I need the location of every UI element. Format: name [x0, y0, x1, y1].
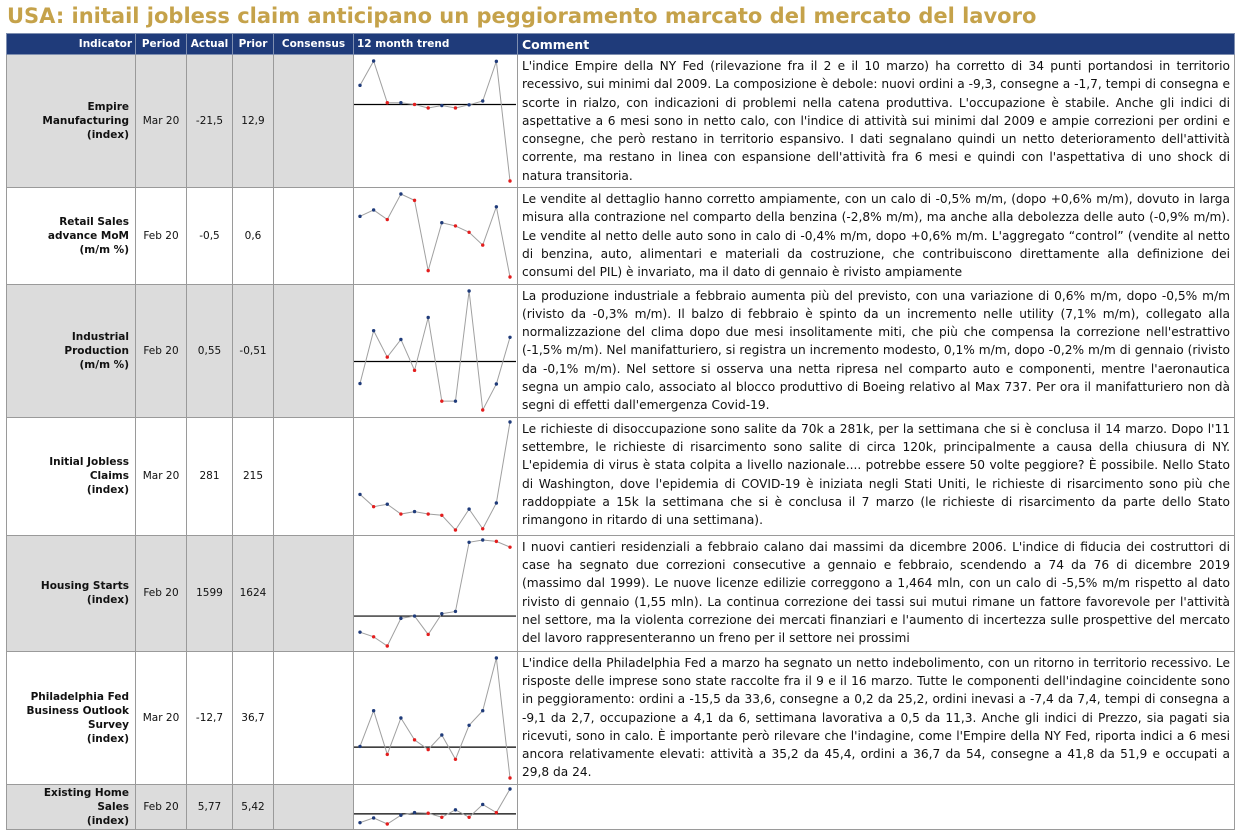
- sparkline-point: [508, 546, 511, 549]
- sparkline-point: [467, 103, 470, 106]
- header-period: Period: [136, 34, 187, 55]
- header-actual: Actual: [187, 34, 233, 55]
- header-indicator: Indicator: [7, 34, 136, 55]
- table-row: [7, 535, 1235, 651]
- sparkline-point: [454, 528, 457, 531]
- sparkline-chart: [354, 190, 516, 281]
- sparkline-point: [508, 336, 511, 339]
- sparkline-point: [454, 610, 457, 613]
- trend-cell: [354, 284, 518, 417]
- sparkline-chart: [354, 654, 516, 782]
- table-row: [7, 651, 1235, 784]
- indicator-table: [6, 33, 1235, 830]
- prior-cell: 1624: [233, 535, 274, 651]
- consensus-cell: [274, 651, 354, 784]
- sparkline-line: [360, 658, 510, 778]
- sparkline-point: [413, 369, 416, 372]
- prior-cell: 5,42: [233, 784, 274, 829]
- sparkline-point: [399, 338, 402, 341]
- sparkline-point: [426, 512, 429, 515]
- sparkline-point: [358, 744, 361, 747]
- sparkline-point: [454, 225, 457, 228]
- trend-cell: [354, 417, 518, 535]
- consensus-cell: [274, 784, 354, 829]
- prior-cell: 0,6: [233, 188, 274, 284]
- sparkline-point: [481, 408, 484, 411]
- sparkline-point: [481, 803, 484, 806]
- actual-cell: 1599: [187, 535, 233, 651]
- sparkline-chart: [354, 418, 516, 534]
- actual-cell: -12,7: [187, 651, 233, 784]
- sparkline-point: [372, 816, 375, 819]
- actual-cell: -0,5: [187, 188, 233, 284]
- sparkline-point: [399, 512, 402, 515]
- sparkline-line: [360, 194, 510, 277]
- indicator-name: Existing Home Sales (index): [7, 784, 136, 829]
- sparkline-point: [508, 788, 511, 791]
- actual-cell: 5,77: [187, 784, 233, 829]
- sparkline-point: [358, 84, 361, 87]
- period-cell: Mar 20: [136, 55, 187, 188]
- sparkline-point: [372, 635, 375, 638]
- trend-cell: [354, 55, 518, 188]
- sparkline-point: [372, 209, 375, 212]
- sparkline-point: [426, 316, 429, 319]
- table-row: [7, 188, 1235, 284]
- sparkline-line: [360, 789, 510, 824]
- consensus-cell: [274, 535, 354, 651]
- sparkline-point: [440, 221, 443, 224]
- header-consensus: Consensus: [274, 34, 354, 55]
- sparkline-point: [495, 501, 498, 504]
- sparkline-point: [426, 269, 429, 272]
- prior-cell: 36,7: [233, 651, 274, 784]
- header-prior: Prior: [233, 34, 274, 55]
- comment-cell: L'indice della Philadelphia Fed a marzo ha segnato un netto indebolimento, con un ritorno in territorio recessivo. Le risposte delle imprese sono state raccolte fra il 9 e il 16 marzo. Tutte le componenti dell'indagine coincidente sono in peggioramento: ordini a -15,5 da 33,6, consegne a 0,2 da 25,2, ordini inevasi a -7,4 da 7,4, tempi di consegna a -9,1 da 2,7, occupazione a 4,1 da 6, settimana lavorativa a 0,5 da 11,3. Anche gli indici di Prezzo, sia pagati sia ricevuti, sono in calo. È importante però rilevare che l'indagine, come l'Empire della NY Fed, riporta indici a 6 mesi ancora relativamente elevati: attività a 35,2 da 45,4, ordini a 36,7 da 54, consegne a 41,8 da 51,9 e occupati a 29,8 da 24.: [518, 651, 1235, 784]
- sparkline-point: [399, 617, 402, 620]
- actual-cell: -21,5: [187, 55, 233, 188]
- sparkline-point: [495, 205, 498, 208]
- sparkline-point: [508, 420, 511, 423]
- sparkline-point: [386, 823, 389, 826]
- sparkline-line: [360, 291, 510, 410]
- sparkline-point: [440, 733, 443, 736]
- table-row: [7, 284, 1235, 417]
- sparkline-chart: [354, 785, 516, 828]
- sparkline-point: [454, 106, 457, 109]
- sparkline-point: [413, 811, 416, 814]
- prior-cell: 12,9: [233, 55, 274, 188]
- sparkline-point: [467, 508, 470, 511]
- sparkline-point: [467, 541, 470, 544]
- sparkline-point: [481, 244, 484, 247]
- sparkline-point: [495, 656, 498, 659]
- sparkline-point: [372, 59, 375, 62]
- sparkline-point: [495, 811, 498, 814]
- prior-cell: -0,51: [233, 284, 274, 417]
- sparkline-point: [386, 101, 389, 104]
- period-cell: Feb 20: [136, 284, 187, 417]
- trend-cell: [354, 188, 518, 284]
- sparkline-point: [495, 60, 498, 63]
- sparkline-point: [454, 757, 457, 760]
- sparkline-point: [440, 400, 443, 403]
- sparkline-line: [360, 422, 510, 530]
- sparkline-point: [386, 752, 389, 755]
- sparkline-point: [467, 816, 470, 819]
- sparkline-point: [426, 748, 429, 751]
- sparkline-point: [440, 816, 443, 819]
- indicator-name: Industrial Production (m/m %): [7, 284, 136, 417]
- sparkline-point: [481, 99, 484, 102]
- sparkline-point: [454, 400, 457, 403]
- sparkline-point: [413, 614, 416, 617]
- sparkline-point: [372, 329, 375, 332]
- table-row: [7, 784, 1235, 829]
- sparkline-point: [386, 356, 389, 359]
- consensus-cell: [274, 55, 354, 188]
- sparkline-point: [399, 716, 402, 719]
- sparkline-point: [358, 382, 361, 385]
- sparkline-chart: [354, 536, 516, 650]
- sparkline-point: [426, 633, 429, 636]
- period-cell: Feb 20: [136, 188, 187, 284]
- sparkline-point: [413, 199, 416, 202]
- table-row: [7, 55, 1235, 188]
- sparkline-point: [426, 812, 429, 815]
- sparkline-point: [372, 709, 375, 712]
- indicator-name: Retail Sales advance MoM (m/m %): [7, 188, 136, 284]
- sparkline-point: [399, 814, 402, 817]
- sparkline-point: [372, 505, 375, 508]
- actual-cell: 281: [187, 417, 233, 535]
- table-row: [7, 417, 1235, 535]
- sparkline-point: [399, 193, 402, 196]
- sparkline-point: [495, 540, 498, 543]
- sparkline-line: [360, 540, 510, 646]
- sparkline-point: [358, 631, 361, 634]
- period-cell: Feb 20: [136, 535, 187, 651]
- period-cell: Mar 20: [136, 651, 187, 784]
- sparkline-point: [481, 709, 484, 712]
- trend-cell: [354, 535, 518, 651]
- indicator-name: Philadelphia Fed Business Outlook Survey (index): [7, 651, 136, 784]
- header-comment: Comment: [518, 34, 1235, 55]
- sparkline-point: [358, 493, 361, 496]
- indicator-name: Initial Jobless Claims (index): [7, 417, 136, 535]
- sparkline-point: [413, 510, 416, 513]
- sparkline-point: [481, 527, 484, 530]
- sparkline-point: [386, 503, 389, 506]
- consensus-cell: [274, 188, 354, 284]
- sparkline-point: [358, 821, 361, 824]
- actual-cell: 0,55: [187, 284, 233, 417]
- sparkline-point: [440, 104, 443, 107]
- sparkline-point: [413, 103, 416, 106]
- sparkline-chart: [354, 287, 516, 414]
- sparkline-point: [508, 179, 511, 182]
- sparkline-point: [386, 218, 389, 221]
- sparkline-point: [467, 231, 470, 234]
- prior-cell: 215: [233, 417, 274, 535]
- header-trend: 12 month trend: [354, 34, 518, 55]
- sparkline-point: [413, 738, 416, 741]
- consensus-cell: [274, 284, 354, 417]
- sparkline-point: [508, 276, 511, 279]
- sparkline-point: [495, 382, 498, 385]
- consensus-cell: [274, 417, 354, 535]
- sparkline-point: [454, 808, 457, 811]
- sparkline-point: [440, 514, 443, 517]
- sparkline-point: [467, 289, 470, 292]
- sparkline-point: [358, 215, 361, 218]
- sparkline-point: [399, 101, 402, 104]
- trend-cell: [354, 651, 518, 784]
- sparkline-line: [360, 61, 510, 181]
- indicator-name: Empire Manufacturing (index): [7, 55, 136, 188]
- sparkline-point: [508, 776, 511, 779]
- period-cell: Mar 20: [136, 417, 187, 535]
- table-header-row: [7, 34, 1235, 55]
- period-cell: Feb 20: [136, 784, 187, 829]
- comment-cell: I nuovi cantieri residenziali a febbraio calano dai massimi da dicembre 2006. L'indice di fiducia dei costruttori di case ha segnato due correzioni consecutive a gennaio e febbraio, scendendo a 74 da 76 di dicembre 2019 (massimo dal 1999). Le nuove licenze edilizie correggono a 1,464 mln, con un calo di -5,5% m/m rispetto al dato rivisto di gennaio (1,55 mln). La continua correzione dei tassi sui mutui rimane un fattore favorevole per l'attività nel settore, ma la violenta correzione dei mercati finanziari e l'aumento di incertezza sulle prospettive del mercato del lavoro rappresenteranno un freno per il settore nei prossimi: [518, 535, 1235, 651]
- comment-cell: La produzione industriale a febbraio aumenta più del previsto, con una variazione di 0,6% m/m, dopo -0,5% m/m (rivisto da -0,3% m/m). Il balzo di febbraio è spinto da un incremento nelle utility (7,1% m/m), collegato alla normalizzazione del clima dopo due mesi insolitamente miti, che più che compensa la correzione nell'estrattivo (-1,5% m/m). Nel manifatturiero, si registra un incremento modesto, 0,1% m/m, dopo -0,2% m/m di gennaio (rivisto da -0,1% m/m). Nel settore si osserva una netta ripresa nel comparto auto e componenti, mentre l'aeronautica segna un ampio calo, associato al blocco produttivo di Boeing relativo al Max 737. Per ora il manifatturiero non dà segni di effetti dall'emergenza Covid-19.: [518, 284, 1235, 417]
- sparkline-point: [467, 723, 470, 726]
- page-title: USA: initail jobless claim anticipano un peggioramento marcato del mercato del lavoro: [7, 4, 1037, 28]
- comment-cell: [518, 784, 1235, 829]
- comment-cell: Le vendite al dettaglio hanno corretto ampiamente, con un calo di -0,5% m/m, (dopo +0,6% m/m), dovuto in larga misura alla contrazione nel comparto della benzina (-2,8% m/m), ma anche alla debolezza delle auto (-0,9% m/m). Le vendite al netto delle auto sono in calo di -0,4% m/m, dopo +0,6% m/m. L'aggregato “control” (vendite al netto di benzina, auto, alimentari e materiali da costruzione, che contribuiscono direttamente alla definizione dei consumi del PIL) è invariato, ma il dato di gennaio è rivisto ampiamente: [518, 188, 1235, 284]
- sparkline-point: [426, 106, 429, 109]
- comment-cell: Le richieste di disoccupazione sono salite da 70k a 281k, per la settimana che si è conclusa il 14 marzo. Dopo l'11 settembre, le richieste di risarcimento sono salite di circa 120k, principalmente a causa della chiusura di NY. L'epidemia di virus è stata colpita a livello nazionale.... potrebbe essere 50 volte peggiore? È possibile. Nello Stato di Washington, dove l'epidemia di COVID-19 è iniziata negli Stati Uniti, le richieste di risarcimento sono più che raddoppiate a 15k la settimana che si è conclusa il 7 marzo (le richieste di risarcimento da parte dello Stato rimangono in ritardo di una settimana).: [518, 417, 1235, 535]
- trend-cell: [354, 784, 518, 829]
- sparkline-point: [386, 644, 389, 647]
- indicator-name: Housing Starts (index): [7, 535, 136, 651]
- sparkline-chart: [354, 57, 516, 185]
- sparkline-point: [440, 612, 443, 615]
- comment-cell: L'indice Empire della NY Fed (rilevazione fra il 2 e il 10 marzo) ha corretto di 34 punti portandosi in territorio recessivo, sui minimi dal 2009. La composizione è debole: nuovi ordini a -9,3, consegne a -1,7, tempi di consegna e scorte in rialzo, con indicazioni di problemi nella catena produttiva. L'occupazione è stabile. Anche gli indici di aspettative a 6 mesi sono in netto calo, con l'indice di attività sui minimi dal 2009 e ampie correzioni per ordini e consegne, che però restano in territorio espansivo. I dati segnalano quindi un netto deterioramento dell'attività corrente, ma restano in linea con espansione dell'attività fra 6 mesi e quindi con l'aspettativa di uno shock di natura transitoria.: [518, 55, 1235, 188]
- sparkline-point: [481, 538, 484, 541]
